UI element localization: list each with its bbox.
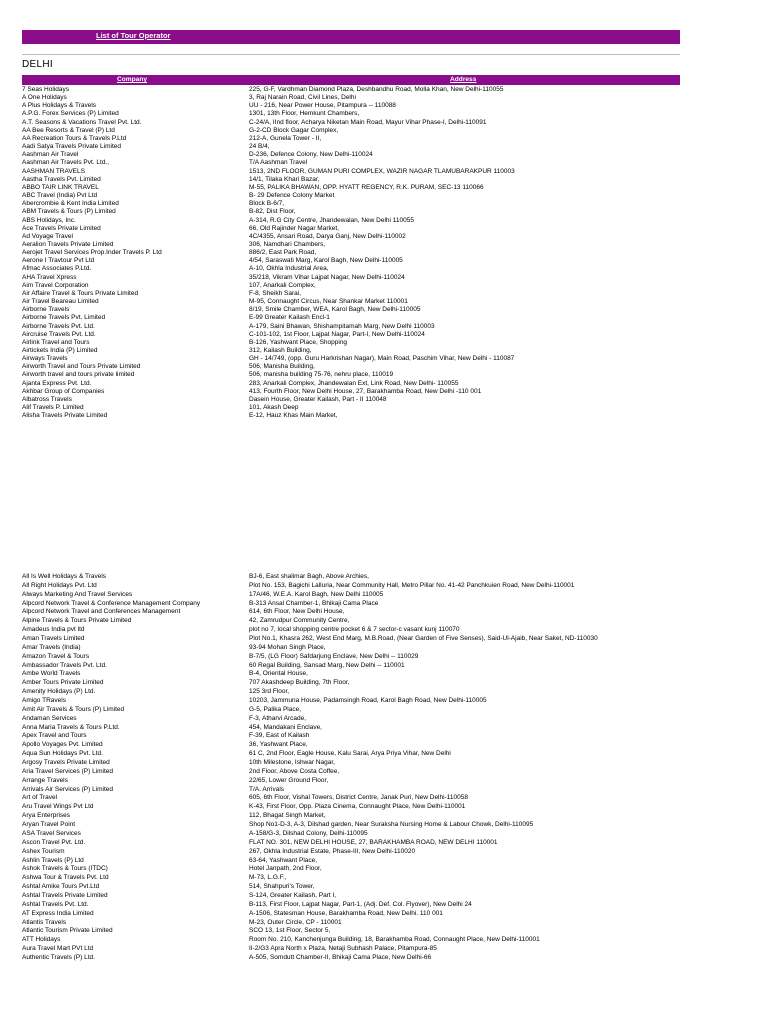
table-row — [22, 768, 682, 777]
table-row — [22, 617, 682, 626]
company-address: 107, Anarkali Complex, — [249, 281, 316, 289]
company-address: B- 29 Defence Colony Market — [249, 192, 335, 200]
company-name: Aashman Air Travel — [22, 151, 79, 159]
company-name: Ashex Tourism — [22, 847, 65, 855]
table-row — [22, 331, 682, 339]
table-row — [22, 249, 682, 257]
operator-table-block-2 — [22, 573, 682, 963]
company-address: UU - 216, Near Power House, Pitampura -- 110088 — [249, 102, 396, 110]
company-name: Alpine Travels & Tours Private Limited — [22, 617, 132, 625]
company-name: Aim Travel Corporation — [22, 281, 89, 289]
company-address: S-124, Greater Kailash, Part I, — [249, 891, 337, 899]
company-name: 7 Seas Holidays — [22, 86, 69, 93]
table-row — [22, 363, 682, 371]
table-row — [22, 192, 682, 200]
table-row — [22, 127, 682, 135]
table-row — [22, 626, 682, 635]
company-name: Aryan Travel Point — [22, 821, 76, 829]
table-row — [22, 954, 682, 963]
table-row — [22, 265, 682, 273]
company-name: Always Marketing And Travel Services — [22, 590, 133, 598]
company-name: Aria Travel Services (P) Limited — [22, 767, 114, 775]
company-address: F-3, Atharvi Arcade, — [249, 714, 307, 722]
company-name: Amigo TRavels — [22, 697, 66, 705]
company-name: Abercrombie & Kent India Limited — [22, 200, 119, 208]
company-address: E-99 Greater Kailash Encl-1 — [249, 314, 330, 322]
company-name: Aastha Travels Pvt. Limited — [22, 175, 101, 183]
table-row — [22, 821, 682, 830]
table-row — [22, 830, 682, 839]
company-name: Air Travel Beareau Limited — [22, 298, 99, 306]
company-address: A-1506, Statesman House, Barakhamba Road, New Delhi. 110 001 — [249, 909, 443, 917]
company-address: 14/1, Tilaka Khari Bazar, — [249, 175, 320, 183]
table-row — [22, 812, 682, 821]
table-row — [22, 347, 682, 355]
company-address: F-8, Sheikh Sarai, — [249, 289, 302, 297]
table-row — [22, 741, 682, 750]
table-row — [22, 404, 682, 412]
company-name: ABC Travel (India) Pvt Ltd — [22, 192, 98, 200]
company-name: Ad Voyage Travel — [22, 232, 73, 240]
company-name: Ajanta Express Pvt. Ltd. — [22, 379, 92, 387]
company-address: B-7/5, (LG Floor) Safdarjung Enclave, New Delhi -- 110029 — [249, 652, 419, 660]
table-row — [22, 653, 682, 662]
table-row — [22, 306, 682, 314]
company-address: D-236, Defence Colony, New Delhi-110024 — [249, 151, 373, 159]
company-name: Ashlin Travels (P) Ltd — [22, 856, 84, 864]
table-row — [22, 732, 682, 741]
company-address: M-95, Connaught Circus, Near Shankar Market 110001 — [249, 298, 408, 306]
table-row — [22, 679, 682, 688]
company-address: 506, Manisha Building, — [249, 363, 315, 371]
table-row — [22, 865, 682, 874]
company-address: FLAT NO. 301, NEW DELHI HOUSE, 27, BARAKHAMBA ROAD, NEW DELHI 110001 — [249, 838, 498, 846]
table-row — [22, 176, 682, 184]
company-address: BJ-6, East shalimar Bagh, Above Archies, — [249, 573, 369, 580]
company-address: 66, Old Rajinder Nagar Market, — [249, 224, 339, 232]
table-row — [22, 200, 682, 208]
company-address: 605, 6th Floor, Vishal Towers, District Centre, Janak Puri, New Delhi-110058 — [249, 794, 468, 802]
company-address: Shop No1-D-3, A-3, Dilshad garden, Near Suraksha Nursing Home & Labour Chowk, Delhi-110095 — [249, 821, 534, 829]
company-address: A-10, Okhla Industrial Area, — [249, 265, 329, 273]
company-name: Aqua Sun Holidays Pvt. Ltd. — [22, 750, 103, 758]
company-name: AA Bee Resorts & Travel (P) Ltd — [22, 126, 115, 134]
region-heading: DELHI — [22, 59, 53, 70]
company-name: ABBO TAIR LINK TRAVEL — [22, 183, 99, 191]
table-row — [22, 670, 682, 679]
company-address: 2nd Floor, Above Costa Coffee, — [249, 767, 340, 775]
table-row — [22, 225, 682, 233]
table-row — [22, 892, 682, 901]
company-name: AASHMAN TRAVELS — [22, 167, 85, 175]
company-address: B-313 Ansal Chamber-1, Bhikaji Cama Place — [249, 599, 379, 607]
table-row — [22, 883, 682, 892]
company-name: Ace Travels Private Limited — [22, 224, 101, 232]
table-row — [22, 159, 682, 167]
company-name: ATT Holidays — [22, 936, 61, 944]
company-address: 10203, Jammuna House, Padamsingh Road, Karol Bagh Road, New Delhi-110005 — [249, 697, 487, 705]
table-row — [22, 750, 682, 759]
company-address: plot no 7, local shopping centre pocket 6 & 7 sector-c vasant kunj 110070 — [249, 626, 460, 634]
company-address: Plot No. 153, Bagichi Lalluria, Near Community Hall, Metro Pillar No. 41-42 Panchkuien Road, New Delhi-110001 — [249, 581, 575, 589]
company-address: Hotel Janpath, 2nd Floor, — [249, 865, 322, 873]
company-address: 17A/46, W.E.A. Karol Bagh, New Delhi 110005 — [249, 590, 384, 598]
table-row — [22, 282, 682, 290]
table-row — [22, 388, 682, 396]
company-name: Alif Travels P. Limited — [22, 404, 84, 412]
table-row — [22, 874, 682, 883]
company-name: Argosy Travels Private Limited — [22, 759, 110, 767]
company-address: 125 3rd Floor, — [249, 688, 290, 696]
table-row — [22, 786, 682, 795]
company-name: Airlink Travel and Tours — [22, 338, 90, 346]
company-name: A Plus Holidays & Travels — [22, 102, 97, 110]
company-address: G-5, Palika Place, — [249, 705, 302, 713]
company-name: ABS Holidays, Inc. — [22, 216, 76, 224]
operator-table-block-1 — [22, 86, 682, 420]
company-name: Anna Maria Travels & Tours P.Ltd. — [22, 723, 120, 731]
company-name: AT Express India Limited — [22, 909, 94, 917]
company-name: Arya Enterprises — [22, 812, 71, 820]
company-name: Ambe World Travels — [22, 670, 81, 678]
company-address: 514, Shahpuri's Tower, — [249, 883, 315, 891]
table-row — [22, 323, 682, 331]
table-row — [22, 777, 682, 786]
table-row — [22, 803, 682, 812]
table-row — [22, 274, 682, 282]
table-row — [22, 715, 682, 724]
table-row — [22, 143, 682, 151]
company-address: 413, Fourth Floor, New Delhi House, 27, Barakhamba Road, New Delhi -110 001 — [249, 387, 482, 395]
company-address: SCO 13, 1st Floor, Sector 5, — [249, 927, 331, 935]
table-row — [22, 110, 682, 118]
company-name: Ambassador Travels Pvt. Ltd. — [22, 661, 107, 669]
company-address: B-126, Yashwant Place, Shopping — [249, 338, 348, 346]
company-address: T/A. Arrivals — [249, 785, 285, 793]
table-row — [22, 945, 682, 954]
company-name: Ascon Travel Pvt. Ltd. — [22, 838, 86, 846]
table-row — [22, 848, 682, 857]
company-address: Dasein House, Greater Kailash, Part - II 110048 — [249, 395, 387, 403]
company-name: Aashman Air Travels Pvt. Ltd., — [22, 159, 110, 167]
company-name: All Is Well Holidays & Travels — [22, 573, 107, 580]
table-row — [22, 608, 682, 617]
company-name: Aru Travel Wings Pvt Ltd — [22, 803, 94, 811]
company-address: 24 B/4, — [249, 143, 270, 151]
company-name: Air Affaire Travel & Tours Private Limited — [22, 289, 139, 297]
table-row — [22, 94, 682, 102]
company-address: K-43, First Floor, Opp. Plaza Cinema, Connaught Place, New Delhi-110001 — [249, 803, 466, 811]
table-row — [22, 314, 682, 322]
company-name: Airworth Travel and Tours Private Limited — [22, 363, 141, 371]
company-name: Aerone I Travtour Pvt Ltd — [22, 257, 95, 265]
company-address: A-505, Somdutt Chamber-II, Bhikaji Cama Place, New Delhi-66 — [249, 953, 432, 961]
table-row — [22, 591, 682, 600]
company-name: Airborne Travels — [22, 306, 70, 314]
company-address: A-179, Saini Bhawan, Shishampitamah Marg, New Delhi 110003 — [249, 322, 435, 330]
company-address: 267, Okhla Industrial Estate, Phase-III, New Delhi-110020 — [249, 847, 416, 855]
table-row — [22, 151, 682, 159]
company-name: Airworth travel and tours private limited — [22, 371, 135, 379]
table-row — [22, 910, 682, 919]
company-name: Aman Travels Limited — [22, 635, 85, 643]
table-row — [22, 355, 682, 363]
company-name: Aeralion Travels Private Limited — [22, 240, 114, 248]
company-address: F-39, East of Kailash — [249, 732, 310, 740]
company-address: Plot No.1, Khasra 262, West End Marg, M.B.Road, (Near Garden of Five Senses), Said-Ul-Ajaib, Near Saket, ND-110030 — [249, 635, 598, 643]
table-row — [22, 644, 682, 653]
table-row — [22, 102, 682, 110]
table-row — [22, 168, 682, 176]
table-row — [22, 241, 682, 249]
company-name: Airtickets India (P) Limited — [22, 347, 98, 354]
company-name: Amar Travels (India) — [22, 643, 81, 651]
company-address: 312, Kailash Building, — [249, 347, 312, 354]
company-name: Ashtal Amike Tours Pvt.Ltd — [22, 883, 100, 891]
address-column-header: Address — [450, 76, 477, 83]
table-row — [22, 688, 682, 697]
company-address: 1301, 13th Floor, Hemkunt Chambers, — [249, 110, 360, 118]
company-name: Ashtal Travels Private Limited — [22, 891, 108, 899]
company-address: 1513, 2ND FLOOR, GUMAN PURI COMPLEX, WAZIR NAGAR TLAMUBARAKPUR 110003 — [249, 167, 515, 175]
company-address: 454, Mandakani Enclave, — [249, 723, 322, 731]
table-row — [22, 635, 682, 644]
table-row — [22, 600, 682, 609]
company-address: GH - 14/749, (opp. Guru Harkrishan Nagar), Main Road, Paschim Vihar, New Delhi - 110087 — [249, 355, 515, 363]
company-name: Airborne Travels Pvt. Limited — [22, 314, 106, 322]
company-column-header: Company — [117, 76, 148, 83]
title-bar — [22, 30, 680, 44]
company-name: Apex Travel and Tours — [22, 732, 87, 740]
company-name: A One Holidays — [22, 94, 67, 102]
company-name: Aircruise Travels Pvt. Ltd. — [22, 330, 96, 338]
company-name: Ashtal Travels Pvt. Ltd. — [22, 900, 89, 908]
company-address: B-4, Oriental House, — [249, 670, 308, 678]
table-row — [22, 233, 682, 241]
company-name: Alpcord Network Travel and Conferences Management — [22, 608, 181, 616]
company-name: Andaman Services — [22, 714, 77, 722]
company-address: A-158/G-3, Dilshad Colony, Delhi-110095 — [249, 829, 368, 837]
company-address: 225, G-F, Vardhman Diamond Plaza, Deshbandhu Road, Molla Khan, New Delhi-110055 — [249, 86, 504, 93]
company-address: 36, Yashwant Place, — [249, 741, 308, 749]
company-name: Arrange Travels — [22, 776, 68, 784]
company-name: A.P.G. Forex Services (P) Limited — [22, 110, 119, 118]
company-address: M-55, PALIKA BHAWAN, OPP. HYATT REGENCY, R.K. PURAM, SEC-13 110066 — [249, 183, 484, 191]
company-address: 506, manisha building 75-76, nehru place, 110019 — [249, 371, 394, 379]
table-row — [22, 927, 682, 936]
table-row — [22, 724, 682, 733]
company-address: E-12, Hauz Khas Main Market, — [249, 412, 338, 420]
company-address: M-23, Outer Circle, CP - 110001 — [249, 918, 342, 926]
table-row — [22, 759, 682, 768]
table-row — [22, 706, 682, 715]
company-name: Amber Tours Private Limited — [22, 679, 104, 687]
table-row — [22, 339, 682, 347]
company-name: Aura Travel Mart PVt Ltd — [22, 945, 94, 953]
table-row — [22, 662, 682, 671]
company-address: 60 Regal Building, Sansad Marg, New Delhi -- 110001 — [249, 661, 405, 669]
table-row — [22, 412, 682, 420]
company-address: A-314, R.G City Centre, Jhandewalan, New Delhi 110055 — [249, 216, 414, 224]
company-address: 22/65, Lower Ground Floor, — [249, 776, 329, 784]
company-address: 61 C, 2nd Floor, Eagle House, Kalu Sarai, Arya Priya Vihar, New Delhi — [249, 750, 451, 758]
company-address: B-82, Dist Floor, — [249, 208, 296, 216]
table-row — [22, 396, 682, 404]
company-name: Ashok Travels & Tours (ITDC) — [22, 865, 108, 873]
table-row — [22, 936, 682, 945]
company-address: 4C/4355, Ansari Road, Darya Ganj, New Delhi-110002 — [249, 232, 406, 240]
company-name: Akhbar Group of Companies — [22, 387, 105, 395]
company-name: Arrivals Air Services (P) Limited — [22, 785, 114, 793]
divider — [22, 54, 680, 55]
table-row — [22, 573, 682, 582]
company-address: 4/54, Saraswati Marg, Karol Bagh, New Delhi-110005 — [249, 257, 403, 265]
company-address: C-101-102, 1st Floor, Lajpat Nagar, Part-I, New Delhi-110024 — [249, 330, 425, 338]
company-name: A.T. Seasons & Vacations Travel Pvt. Ltd. — [22, 118, 142, 126]
table-row — [22, 208, 682, 216]
table-header — [22, 75, 680, 85]
company-address: 8/19, Smile Chamber, WEA, Karol Bagh, New Delhi-110005 — [249, 306, 421, 314]
company-address: M-73, L.G.F., — [249, 874, 287, 882]
company-address: 101, Akash Deep — [249, 404, 299, 412]
company-address: 212-A, Gunela Tower - II, — [249, 134, 322, 142]
company-address: G-2-CD Block Gagar Complex, — [249, 126, 339, 134]
company-name: Alisha Travels Private Limited — [22, 412, 108, 420]
table-row — [22, 217, 682, 225]
company-name: ABM Travels & Tours (P) Limited — [22, 208, 116, 216]
company-address: 10th Milestone, Ishwar Nagar, — [249, 759, 335, 767]
company-name: ASA Travel Services — [22, 829, 81, 837]
company-address: 3, Raj Narain Road, Civil Lines, Delhi — [249, 94, 356, 102]
company-address: 306, Namdhari Chambers, — [249, 240, 326, 248]
company-name: Authentic Travels (P) Ltd. — [22, 953, 95, 961]
company-address: 886/2, East Park Road, — [249, 249, 317, 257]
company-name: Art of Travel — [22, 794, 58, 802]
company-address: 42, Zamrudpur Community Centre, — [249, 617, 350, 625]
table-row — [22, 582, 682, 591]
title-link[interactable]: List of Tour Operator — [96, 31, 171, 40]
company-address: 93-94 Mohan Singh Place, — [249, 643, 326, 651]
table-row — [22, 839, 682, 848]
company-address: 35/218, Vikram Vihar Lajpat Nagar, New Delhi-110024 — [249, 273, 405, 281]
table-row — [22, 290, 682, 298]
company-name: Alpcord Network Travel & Conference Management Company — [22, 599, 201, 607]
table-row — [22, 380, 682, 388]
company-address: C-24/A, IInd floor, Acharya Niketan Main Road, Mayur Vihar Phase-I, Delhi-110091 — [249, 118, 487, 126]
table-row — [22, 857, 682, 866]
table-row — [22, 119, 682, 127]
company-name: Amenity Holidays (P) Ltd. — [22, 688, 96, 696]
company-name: Atlantic Tourism Private Limited — [22, 927, 113, 935]
company-name: Amit Air Travels & Tours (P) Limited — [22, 705, 125, 713]
table-row — [22, 794, 682, 803]
company-address: T/A Aashman Travel — [249, 159, 308, 167]
company-address: Room No. 210, Kanchenjunga Building, 18, Barakhamba Road, Connaught Place, New Delhi-110001 — [249, 936, 540, 944]
company-name: Aadi Satya Travels Private Limited — [22, 143, 121, 151]
company-address: 707 Akashdeep Building, 7th Floor, — [249, 679, 350, 687]
table-row — [22, 184, 682, 192]
company-name: Aerojet Travel Services Prop.Inder Travels P. Ltd — [22, 249, 162, 257]
table-row — [22, 901, 682, 910]
company-address: 614, 6th Floor, New Delhi House, — [249, 608, 345, 616]
table-row — [22, 298, 682, 306]
table-row — [22, 919, 682, 928]
table-row — [22, 371, 682, 379]
company-name: Airborne Travels Pvt. Ltd. — [22, 322, 95, 330]
table-row — [22, 697, 682, 706]
company-name: Airways Travels — [22, 355, 68, 363]
company-address: 63-64, Yashwant Place, — [249, 856, 318, 864]
table-row — [22, 135, 682, 143]
company-address: 283, Anarkali Complex, Jhandewalan Ext, Link Road, New Delhi- 110055 — [249, 379, 459, 387]
company-address: II-2/G3 Apra North x Plaza, Netaji Subhash Palace, Pitampura-85 — [249, 945, 437, 953]
company-name: AA Recreation Tours & Travels P.Ltd — [22, 134, 127, 142]
company-name: Amazon Travel & Tours — [22, 652, 90, 660]
company-name: All Right Holidays Pvt. Ltd — [22, 581, 97, 589]
company-name: Ashwa Tour & Travels Pvt. Ltd — [22, 874, 109, 882]
company-address: 112, Bhagat Singh Market, — [249, 812, 326, 820]
company-name: Afmac Associates P.Ltd. — [22, 265, 92, 273]
table-row — [22, 86, 682, 94]
company-name: Atlantis Travels — [22, 918, 67, 926]
table-row — [22, 257, 682, 265]
company-name: Albatross Travels — [22, 395, 72, 403]
company-address: B-113, First Floor, Lajpat Nagar, Part-1, (Adj. Def. Col. Flyover), New Delhi 24 — [249, 900, 472, 908]
company-name: Amadeus India pvt ltd — [22, 626, 85, 634]
company-name: Apollo Voyages Pvt. Limited — [22, 741, 103, 749]
company-name: AHA Travel Xpress — [22, 273, 77, 281]
company-address: Block B-6/7, — [249, 200, 285, 208]
